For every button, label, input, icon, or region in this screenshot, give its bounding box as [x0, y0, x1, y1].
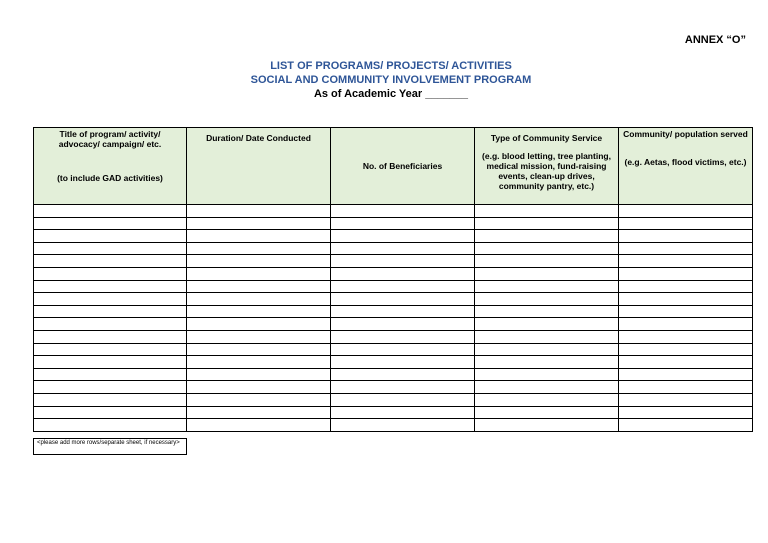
table-cell[interactable]	[475, 419, 619, 432]
table-cell[interactable]	[475, 393, 619, 406]
table-cell[interactable]	[34, 217, 187, 230]
table-cell[interactable]	[34, 330, 187, 343]
table-row	[34, 217, 753, 230]
table-row	[34, 293, 753, 306]
table-cell[interactable]	[475, 267, 619, 280]
table-cell[interactable]	[331, 205, 475, 218]
table-cell[interactable]	[619, 381, 753, 394]
table-cell[interactable]	[619, 230, 753, 243]
table-cell[interactable]	[34, 406, 187, 419]
column-header-label: Title of program/ activity/ advocacy/ campaign/ etc.	[58, 129, 162, 149]
table-cell[interactable]	[34, 230, 187, 243]
table-cell[interactable]	[331, 330, 475, 343]
table-cell[interactable]	[475, 217, 619, 230]
table-cell[interactable]	[34, 267, 187, 280]
table-cell[interactable]	[475, 368, 619, 381]
table-cell[interactable]	[187, 255, 331, 268]
table-cell[interactable]	[34, 368, 187, 381]
table-cell[interactable]	[187, 356, 331, 369]
table-cell[interactable]	[187, 393, 331, 406]
table-cell[interactable]	[187, 293, 331, 306]
add-rows-note: <please add more rows/separate sheet, if necessary>	[33, 438, 187, 455]
table-row	[34, 381, 753, 394]
table-cell[interactable]	[187, 381, 331, 394]
table-cell[interactable]	[475, 205, 619, 218]
table-cell[interactable]	[475, 406, 619, 419]
table-row	[34, 267, 753, 280]
table-cell[interactable]	[331, 280, 475, 293]
table-cell[interactable]	[331, 293, 475, 306]
table-cell[interactable]	[331, 343, 475, 356]
table-cell[interactable]	[34, 393, 187, 406]
table-row	[34, 230, 753, 243]
table-cell[interactable]	[331, 305, 475, 318]
table-cell[interactable]	[475, 230, 619, 243]
table-cell[interactable]	[331, 242, 475, 255]
table-cell[interactable]	[475, 356, 619, 369]
table-cell[interactable]	[187, 230, 331, 243]
table-cell[interactable]	[187, 330, 331, 343]
table-cell[interactable]	[187, 205, 331, 218]
table-cell[interactable]	[34, 343, 187, 356]
table-cell[interactable]	[475, 305, 619, 318]
table-cell[interactable]	[331, 406, 475, 419]
table-cell[interactable]	[619, 205, 753, 218]
document-title	[0, 59, 768, 101]
table-cell[interactable]	[331, 393, 475, 406]
table-cell[interactable]	[34, 255, 187, 268]
table-cell[interactable]	[619, 293, 753, 306]
table-cell[interactable]	[34, 242, 187, 255]
table-row	[34, 356, 753, 369]
table-row	[34, 368, 753, 381]
column-header-label: Duration/ Date Conducted	[206, 133, 311, 143]
annex-label: ANNEX “O”	[684, 34, 746, 46]
table-body	[34, 205, 753, 432]
table-cell[interactable]	[619, 242, 753, 255]
table-cell[interactable]	[619, 330, 753, 343]
table-cell[interactable]	[619, 393, 753, 406]
table-cell[interactable]	[187, 318, 331, 331]
column-header-label: Community/ population served	[623, 129, 748, 139]
table-row	[34, 242, 753, 255]
title-line-2: SOCIAL AND COMMUNITY INVOLVEMENT PROGRAM	[250, 74, 532, 86]
column-header-sub: (e.g. blood letting, tree planting, medical mission, fund-raising events, clean-up drives, community pantry, etc.)	[482, 151, 611, 191]
table-cell[interactable]	[619, 267, 753, 280]
table-cell[interactable]	[187, 242, 331, 255]
table-row	[34, 280, 753, 293]
table-cell[interactable]	[331, 230, 475, 243]
table-cell[interactable]	[475, 343, 619, 356]
table-cell[interactable]	[187, 280, 331, 293]
table-cell[interactable]	[619, 343, 753, 356]
column-header-label: No. of Beneficiaries	[362, 161, 443, 171]
table-cell[interactable]	[187, 419, 331, 432]
table-row	[34, 393, 753, 406]
table-cell[interactable]	[475, 318, 619, 331]
table-cell[interactable]	[187, 305, 331, 318]
table-cell[interactable]	[619, 255, 753, 268]
table-row	[34, 305, 753, 318]
table-cell[interactable]	[187, 368, 331, 381]
table-cell[interactable]	[619, 419, 753, 432]
table-cell[interactable]	[619, 280, 753, 293]
table-cell[interactable]	[34, 280, 187, 293]
table-cell[interactable]	[34, 419, 187, 432]
table-cell[interactable]	[187, 343, 331, 356]
table-cell[interactable]	[34, 318, 187, 331]
table-cell[interactable]	[34, 305, 187, 318]
table-cell[interactable]	[475, 330, 619, 343]
column-header-service-type	[475, 128, 619, 205]
table-row	[34, 318, 753, 331]
table-cell[interactable]	[331, 368, 475, 381]
table-cell[interactable]	[34, 356, 187, 369]
table-cell[interactable]	[331, 255, 475, 268]
table-header-row	[34, 128, 753, 205]
column-header-title	[34, 128, 187, 205]
table-cell[interactable]	[331, 419, 475, 432]
table-cell[interactable]	[331, 267, 475, 280]
table-cell[interactable]	[331, 318, 475, 331]
table-cell[interactable]	[187, 267, 331, 280]
table-cell[interactable]	[475, 280, 619, 293]
column-header-community	[619, 128, 753, 205]
column-header-duration	[187, 128, 331, 205]
column-header-beneficiaries	[331, 128, 475, 205]
table-cell[interactable]	[331, 356, 475, 369]
table-row	[34, 255, 753, 268]
table-row	[34, 205, 753, 218]
table-cell[interactable]	[34, 205, 187, 218]
programs-table	[33, 127, 753, 432]
table-cell[interactable]	[187, 217, 331, 230]
table-cell[interactable]	[619, 356, 753, 369]
table-cell[interactable]	[34, 381, 187, 394]
table-cell[interactable]	[187, 406, 331, 419]
table-cell[interactable]	[619, 217, 753, 230]
table-row	[34, 330, 753, 343]
column-header-sub: (to include GAD activities)	[57, 173, 163, 183]
table-cell[interactable]	[331, 381, 475, 394]
table-cell[interactable]	[619, 406, 753, 419]
table-row	[34, 419, 753, 432]
table-cell[interactable]	[34, 293, 187, 306]
table-cell[interactable]	[619, 318, 753, 331]
table-cell[interactable]	[475, 381, 619, 394]
table-cell[interactable]	[619, 305, 753, 318]
table-cell[interactable]	[475, 255, 619, 268]
table-row	[34, 406, 753, 419]
column-header-label: Type of Community Service	[490, 133, 603, 143]
table-cell[interactable]	[475, 293, 619, 306]
table-cell[interactable]	[331, 217, 475, 230]
title-line-1: LIST OF PROGRAMS/ PROJECTS/ ACTIVITIES	[270, 60, 512, 72]
column-header-sub: (e.g. Aetas, flood victims, etc.)	[624, 157, 747, 167]
table-cell[interactable]	[475, 242, 619, 255]
table-row	[34, 343, 753, 356]
title-line-3: As of Academic Year _______	[313, 88, 469, 100]
table-cell[interactable]	[619, 368, 753, 381]
